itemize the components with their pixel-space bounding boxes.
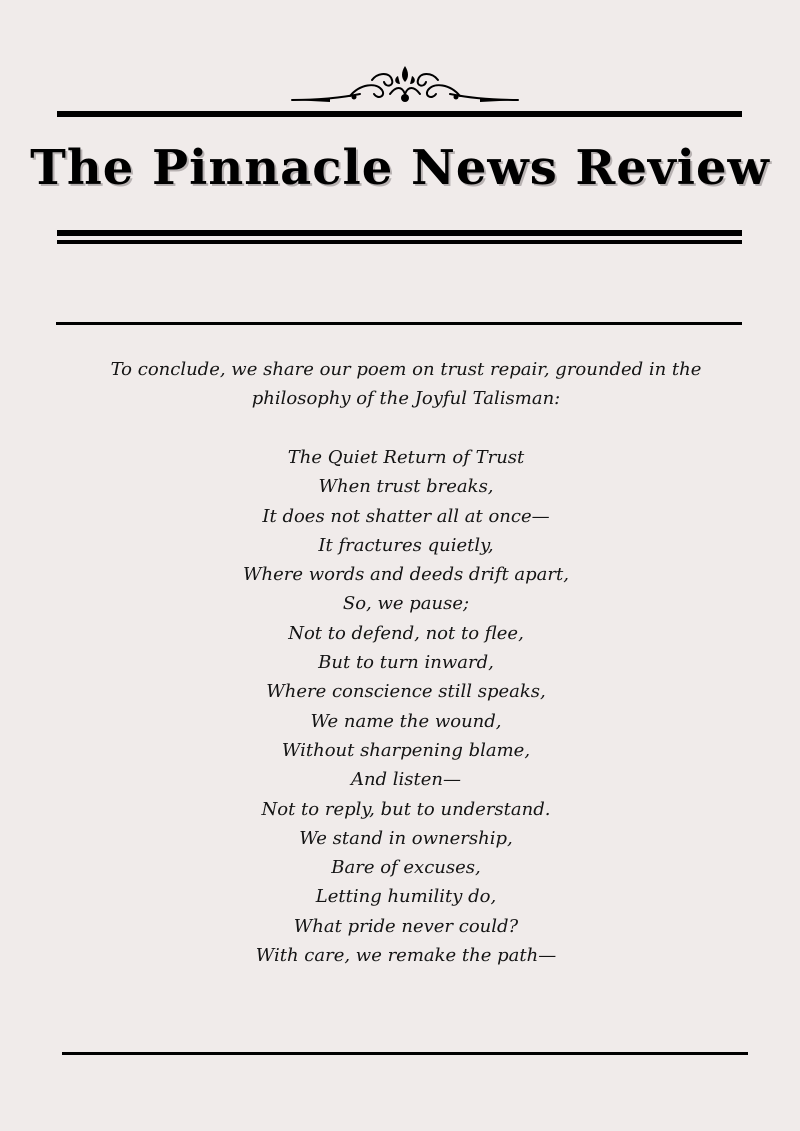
masthead-title: The Pinnacle News Review xyxy=(30,140,770,196)
top-rule xyxy=(57,111,742,117)
poem-line: Bare of excuses, xyxy=(331,857,481,879)
bottom-rule xyxy=(62,1052,748,1055)
poem-line: Not to defend, not to flee, xyxy=(288,622,524,644)
poem-line: When trust breaks, xyxy=(318,476,494,498)
poem-line: We stand in ownership, xyxy=(299,827,513,849)
poem-line: What pride never could? xyxy=(293,915,519,937)
article-intro: To conclude, we share our poem on trust repair, grounded in the philosophy of the Joyful Talisman: xyxy=(110,359,702,409)
poem-line: It fractures quietly, xyxy=(318,534,494,556)
poem-line: Without sharpening blame, xyxy=(281,739,531,761)
poem-line: It does not shatter all at once— xyxy=(262,505,550,527)
poem-line: Not to reply, but to understand. xyxy=(261,798,551,820)
section-divider xyxy=(56,322,742,325)
poem-line: But to turn inward, xyxy=(318,652,494,674)
poem-line: We name the wound, xyxy=(310,710,502,732)
poem-line: Where conscience still speaks, xyxy=(266,681,546,703)
poem-title: The Quiet Return of Trust xyxy=(287,447,525,468)
poem-line: Where words and deeds drift apart, xyxy=(243,564,569,586)
poem-line: And listen— xyxy=(350,769,462,791)
poem-line: Letting humility do, xyxy=(315,886,497,908)
flourish-ornament-icon xyxy=(290,64,520,106)
masthead-bottom-rule-thin xyxy=(57,240,742,244)
masthead-bottom-rule-thick xyxy=(57,230,742,236)
poem-line: So, we pause; xyxy=(342,593,470,615)
poem xyxy=(100,443,712,970)
poem-line: With care, we remake the path— xyxy=(255,945,557,967)
